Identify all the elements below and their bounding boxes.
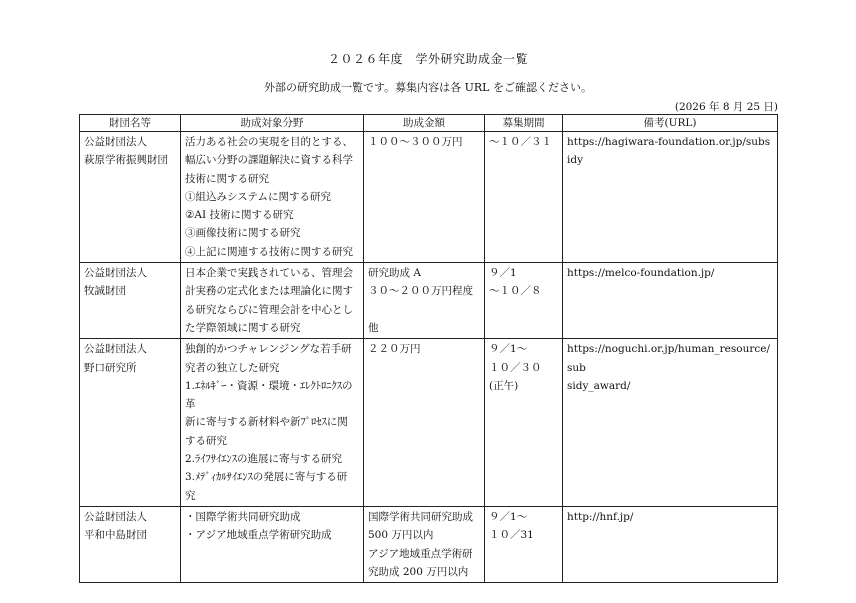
period-cell — [485, 132, 563, 263]
table-row — [80, 506, 778, 582]
amount-line: 他 — [368, 321, 379, 334]
field-line: ②AI 技術に関する研究 — [185, 209, 294, 222]
notes-url[interactable]: https://hagiwara-foundation.or.jp/subsidy — [567, 136, 771, 167]
period-line: ９／1 — [489, 267, 517, 280]
header-foundation: 財団名等 — [80, 115, 181, 132]
field-line: 幅広い分野の課題解決に資する科学 — [185, 154, 353, 167]
amount-line: 国際学術共同研究助成 — [368, 510, 473, 523]
header-period: 募集期間 — [485, 115, 563, 132]
field-line: 1.ｴﾈﾙｷﾞｰ・資源・環境・ｴﾚｸﾄﾛﾆｸｽの革 — [185, 379, 353, 411]
field-line: 究 — [185, 489, 196, 502]
period-cell — [485, 339, 563, 507]
period-line: １０／３０ — [489, 361, 542, 374]
period-cell — [485, 263, 563, 339]
notes-url[interactable]: https://noguchi.or.jp/human_resource/sub — [567, 343, 770, 374]
field-line: 計実務の定式化または理論化に関す — [185, 285, 353, 298]
header-notes: 備考(URL) — [563, 115, 778, 132]
field-line: 2.ﾗｲﾌｻｲｴﾝｽの進展に寄与する研究 — [185, 453, 343, 466]
amount-line: 研究助成 A — [368, 267, 421, 280]
document-title: ２０２６年度 学外研究助成金一覧 — [327, 52, 528, 66]
foundation-cell — [80, 132, 181, 263]
notes-cell — [563, 506, 778, 582]
field-cell — [181, 263, 364, 339]
amount-cell — [364, 339, 485, 507]
field-line: 究者の独立した研究 — [185, 361, 280, 374]
field-line: ④上記に関連する技術に関する研究 — [185, 245, 353, 258]
table-row — [80, 132, 778, 263]
field-line: 独創的かつチャレンジングな若手研 — [185, 343, 352, 356]
foundation-cell — [80, 506, 181, 582]
amount-line: 500 万円以内 — [368, 529, 434, 542]
grants-table — [79, 114, 778, 583]
amount-line: ２２０万円 — [368, 343, 421, 356]
foundation-line: 公益財団法人 — [84, 136, 147, 148]
notes-cell — [563, 339, 778, 507]
amount-cell — [364, 506, 485, 582]
period-line: ９／1～ — [489, 343, 528, 356]
field-cell — [181, 339, 364, 507]
header-amount: 助成金額 — [364, 115, 485, 132]
foundation-line: 萩原学術振興財団 — [84, 154, 168, 167]
period-line: １０／31 — [489, 529, 534, 542]
field-line: ①組込みシステムに関する研究 — [185, 190, 331, 203]
field-cell — [181, 506, 364, 582]
field-line: ③画像技術に関する研究 — [185, 227, 301, 240]
document-subtitle: 外部の研究助成一覧です。募集内容は各 URL をご確認ください。 — [264, 81, 592, 94]
notes-cell — [563, 263, 778, 339]
field-line: ・アジア地域重点学術研究助成 — [185, 529, 332, 542]
foundation-line: 野口研究所 — [84, 361, 137, 374]
amount-line: アジア地域重点学術研 — [368, 547, 473, 560]
foundation-line: 公益財団法人 — [84, 343, 147, 356]
foundation-line: 平和中島財団 — [84, 529, 147, 542]
foundation-cell — [80, 339, 181, 507]
period-line: ～１０／８ — [489, 285, 542, 298]
header-field: 助成対象分野 — [181, 115, 364, 132]
field-line: 新に寄与する新材料や新ﾌﾟﾛｾｽに関 — [185, 416, 348, 429]
foundation-cell — [80, 263, 181, 339]
amount-line: ３０～２００万円程度 — [368, 285, 473, 298]
amount-line: 究助成 200 万円以内 — [368, 565, 469, 578]
amount-cell — [364, 263, 485, 339]
field-line: る研究ならびに管理会計を中心とし — [185, 303, 353, 316]
amount-line: １００～３００万円 — [368, 136, 463, 148]
field-cell — [181, 132, 364, 263]
period-cell — [485, 506, 563, 582]
field-line: た学際領域に関する研究 — [185, 321, 301, 334]
notes-url[interactable]: http://hnf.jp/ — [567, 510, 634, 523]
amount-line — [368, 301, 480, 319]
table-row — [80, 263, 778, 339]
notes-url[interactable]: https://melco-foundation.jp/ — [567, 267, 715, 280]
field-line: ・国際学術共同研究助成 — [185, 510, 301, 523]
field-line: 日本企業で実践されている、管理会 — [185, 267, 353, 280]
amount-cell — [364, 132, 485, 263]
table-header-row — [80, 115, 778, 132]
foundation-line: 牧誠財団 — [84, 285, 126, 298]
table-row — [80, 339, 778, 507]
period-line: ９／1～ — [489, 510, 528, 523]
period-line: ～１０／３１ — [489, 136, 552, 148]
notes-cell — [563, 132, 778, 263]
period-line: (正午) — [489, 379, 519, 392]
field-line: 3.ﾒﾃﾞｨｶﾙｻｲｴﾝｽの発展に寄与する研 — [185, 471, 348, 484]
notes-url[interactable]: sidy_award/ — [567, 379, 631, 392]
foundation-line: 公益財団法人 — [84, 510, 147, 523]
field-line: する研究 — [185, 434, 227, 447]
field-line: 技術に関する研究 — [185, 172, 269, 185]
document-date: (2026 年 8 月 25 日) — [674, 101, 778, 113]
foundation-line: 公益財団法人 — [84, 267, 147, 280]
field-line: 活力ある社会の実現を目的とする、 — [185, 136, 353, 148]
